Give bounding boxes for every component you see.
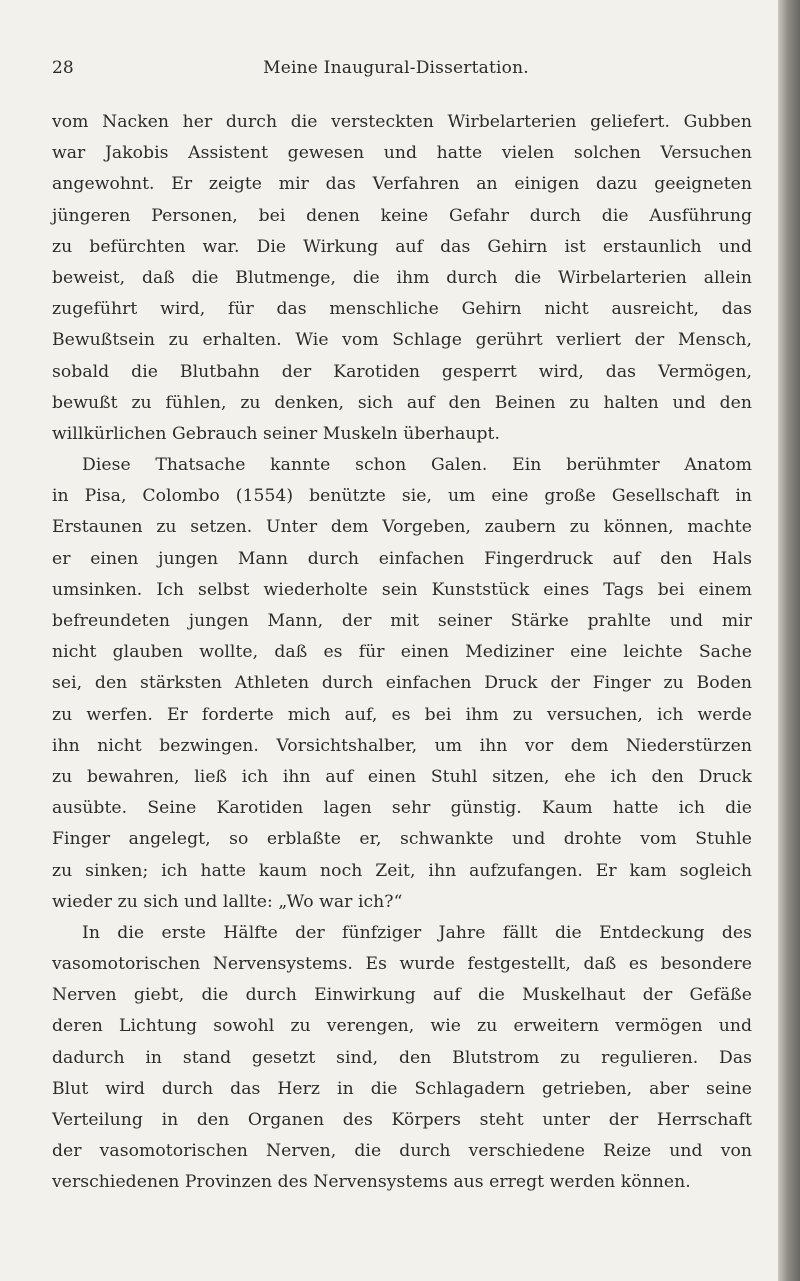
- text-line: Erstaunen zu setzen. Unter dem Vorgeben, zaubern zu können, machte: [52, 517, 752, 538]
- text-line: nicht glauben wollte, daß es für einen Mediziner eine leichte Sache: [52, 642, 752, 663]
- text-line: Diese Thatsache kannte schon Galen. Ein berühmter Anatom: [82, 455, 752, 476]
- text-line: Finger angelegt, so erblaßte er, schwankte und drohte vom Stuhle: [52, 829, 752, 850]
- text-line: zu werfen. Er forderte mich auf, es bei ihm zu versuchen, ich werde: [52, 704, 752, 725]
- running-title: Meine Inaugural-Dissertation.: [263, 58, 529, 78]
- text-line: zu befürchten war. Die Wirkung auf das Gehirn ist erstaunlich und: [52, 236, 752, 257]
- text-line: vasomotorischen Nervensystems. Es wurde festgestellt, daß es besondere: [52, 954, 752, 975]
- text-line: der vasomotorischen Nerven, die durch verschiedene Reize und von: [52, 1141, 752, 1162]
- text-line: zugeführt wird, für das menschliche Gehirn nicht ausreicht, das: [52, 299, 752, 320]
- text-line: umsinken. Ich selbst wiederholte sein Kunststück eines Tags bei einem: [52, 579, 752, 600]
- text-line: angewohnt. Er zeigte mir das Verfahren an einigen dazu geeigneten: [52, 174, 752, 195]
- text-line: sobald die Blutbahn der Karotiden gesperrt wird, das Vermögen,: [52, 361, 752, 382]
- text-line: bewußt zu fühlen, zu denken, sich auf den Beinen zu halten und den: [52, 392, 752, 413]
- text-line: befreundeten jungen Mann, der mit seiner Stärke prahlte und mir: [52, 611, 752, 631]
- text-line: beweist, daß die Blutmenge, die ihm durch die Wirbelarterien allein: [52, 267, 752, 288]
- text-line: Bewußtsein zu erhalten. Wie vom Schlage gerührt verliert der Mensch,: [52, 330, 752, 351]
- page-binding-edge: [778, 0, 800, 1281]
- text-line: jüngeren Personen, bei denen keine Gefahr durch die Ausführung: [52, 205, 752, 226]
- text-line: Nerven giebt, die durch Einwirkung auf die Muskelhaut der Gefäße: [52, 985, 752, 1006]
- text-line: wieder zu sich und lallte: „Wo war ich?“: [52, 891, 403, 912]
- text-line: zu bewahren, ließ ich ihn auf einen Stuhl sitzen, ehe ich den Druck: [52, 766, 752, 787]
- page-header: [52, 58, 740, 82]
- text-line: verschiedenen Provinzen des Nervensystems aus erregt werden können.: [52, 1172, 691, 1193]
- text-line: vom Nacken her durch die versteckten Wirbelarterien geliefert. Gubben: [52, 112, 752, 132]
- text-line: ausübte. Seine Karotiden lagen sehr günstig. Kaum hatte ich die: [52, 798, 752, 819]
- text-line: in Pisa, Colombo (1554) benützte sie, um eine große Gesellschaft in: [52, 486, 752, 507]
- text-line: Blut wird durch das Herz in die Schlagadern getrieben, aber seine: [52, 1078, 752, 1099]
- text-line: Verteilung in den Organen des Körpers steht unter der Herrschaft: [52, 1110, 752, 1130]
- page-number: 28: [52, 58, 74, 78]
- text-line: willkürlichen Gebrauch seiner Muskeln überhaupt.: [52, 423, 501, 444]
- text-line: er einen jungen Mann durch einfachen Fingerdruck auf den Hals: [52, 548, 752, 569]
- text-line: war Jakobis Assistent gewesen und hatte vielen solchen Versuchen: [52, 143, 752, 164]
- text-line: ihn nicht bezwingen. Vorsichtshalber, um ihn vor dem Niederstürzen: [52, 735, 752, 756]
- text-line: zu sinken; ich hatte kaum noch Zeit, ihn aufzufangen. Er kam sogleich: [52, 860, 752, 881]
- text-line: In die erste Hälfte der fünfziger Jahre fällt die Entdeckung des: [82, 922, 752, 943]
- text-line: dadurch in stand gesetzt sind, den Blutstrom zu regulieren. Das: [52, 1047, 752, 1068]
- body-text: [52, 107, 752, 1199]
- text-line: sei, den stärksten Athleten durch einfachen Druck der Finger zu Boden: [52, 673, 752, 694]
- text-line: deren Lichtung sowohl zu verengen, wie zu erweitern vermögen und: [52, 1016, 752, 1037]
